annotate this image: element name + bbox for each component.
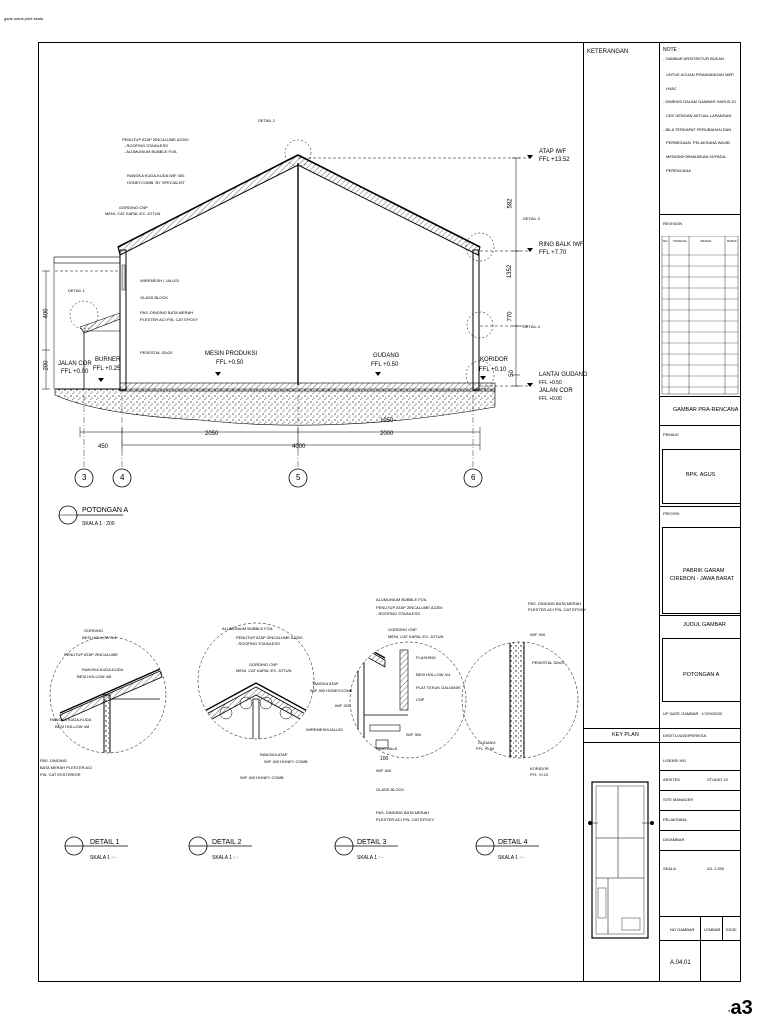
edisi-label: EDISI xyxy=(726,927,737,932)
detail-3-dim: 100 xyxy=(380,756,389,762)
pemilik-label: PEMILIK xyxy=(663,432,679,437)
revision-label: REVISION xyxy=(663,221,683,226)
disetujui-label: DISETUJUI/DIPERIKSA xyxy=(663,733,707,738)
keterangan-label: KETERANGAN xyxy=(587,49,629,55)
gambar-pra-rencana: GAMBAR PRA-RENCANA xyxy=(673,407,739,413)
no-gambar-value: A.04.01 xyxy=(670,960,691,966)
rev-header-sign: PARAF xyxy=(727,239,737,243)
detail-4-scale: SKALA 1 : - xyxy=(498,855,524,861)
detail-4-title: DETAIL 4 xyxy=(498,839,528,846)
print-scale-note: garis untuk print skala xyxy=(4,16,43,21)
approval-rows: LISENSI MIJ ARSITEK STUDIO 19 SITE MANAGER PELAKSANA DIGAMBAR SKALA A3, 1:200 xyxy=(659,742,741,892)
key-plan-drawing xyxy=(588,778,654,942)
section-drawing xyxy=(40,95,580,535)
judul-value: POTONGAN A xyxy=(683,672,720,678)
detail-2-scale: SKALA 1 : - xyxy=(212,855,238,861)
no-gambar-label: NO GAMBAR xyxy=(670,927,695,932)
proyek-line1: PABRIK GARAM xyxy=(683,568,725,574)
proyek-label: PROYEK xyxy=(663,511,680,516)
brand-logo: .a3 xyxy=(728,997,753,1019)
number-divider-1 xyxy=(700,916,701,982)
note-title: NOTE : xyxy=(663,47,680,53)
section-title: POTONGAN A xyxy=(82,507,129,514)
judul-label: JUDUL GAMBAR xyxy=(683,622,726,628)
detail-drawings xyxy=(40,595,580,825)
detail-title-markers xyxy=(60,830,540,870)
judul-box xyxy=(662,638,741,702)
key-plan-label: KEY PLAN xyxy=(612,732,639,738)
pemilik-value: BPK. AGUS xyxy=(686,472,716,478)
lembar-label: LEMBAR xyxy=(704,927,721,932)
revision-table xyxy=(659,236,741,396)
section-title-marker xyxy=(58,500,188,536)
detail-2-title: DETAIL 2 xyxy=(212,839,242,846)
detail-3-title: DETAIL 3 xyxy=(357,839,387,846)
rev-header-desc: URAIAN xyxy=(700,239,712,243)
number-divider-2 xyxy=(722,916,723,940)
detail-3-scale: SKALA 1 : - xyxy=(357,855,383,861)
rev-header-no: NO xyxy=(663,239,668,243)
rev-header-date: TANGGAL xyxy=(673,239,688,243)
update-date: UP DATE GAMBAR : 17/09/2025 xyxy=(663,711,722,716)
detail-1-title: DETAIL 1 xyxy=(90,839,120,846)
section-scale: SKALA 1 : 200 xyxy=(82,521,115,527)
roof-truss xyxy=(118,155,480,255)
detail-1-scale: SKALA 1 : - xyxy=(90,855,116,861)
proyek-line2: CIREBON - JAWA BARAT xyxy=(670,576,734,582)
